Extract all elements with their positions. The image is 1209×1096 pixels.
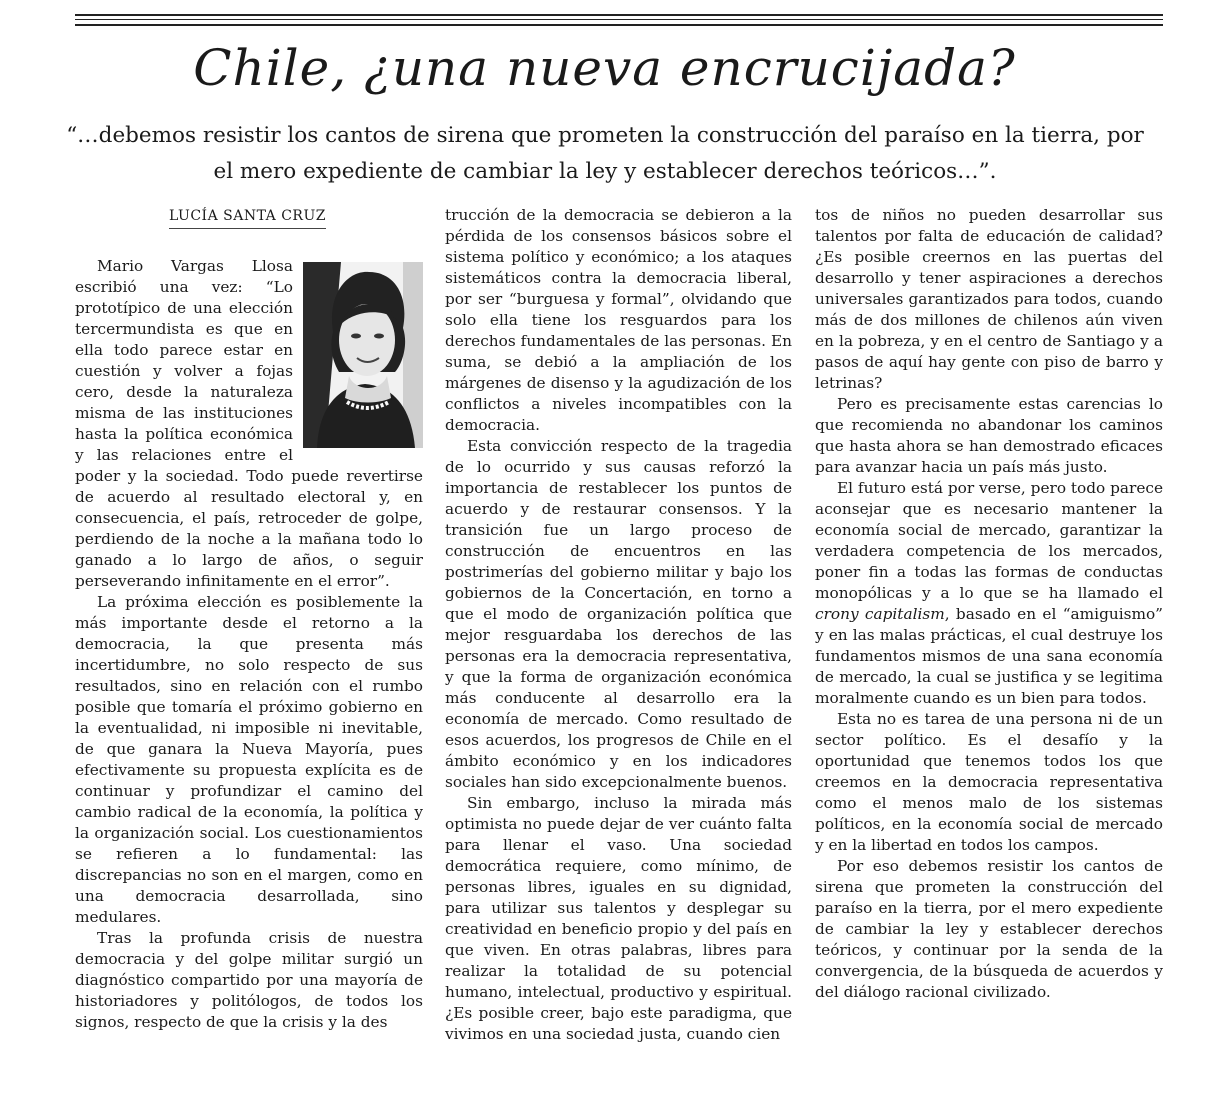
column-3 <box>815 205 1163 1003</box>
author-photo <box>303 262 423 448</box>
paragraph: Por eso debemos resistir los cantos de sirena que prometen la construcción del paraíso en la tierra, por el mero expediente de cambiar la ley y establecer derechos teóricos, y continuar por la senda de la convergencia, de la búsqueda de acuerdos y del diálogo racional civilizado. <box>815 857 1163 1001</box>
column-1 <box>75 205 423 1033</box>
paragraph: Esta convicción respecto de la tragedia de lo ocurrido y sus causas reforzó la importancia de restablecer los puntos de acuerdo y de restaurar consensos. Y la transición fue un largo proceso de construcción de encuentros en las postrimerías del gobierno militar y bajo los gobiernos de la Concertación, en torno a que el modo de organización política que mejor resguardaba los derechos de las personas era la democracia representativa, y que la forma de organización económica más conducente al desarrollo era la economía de mercado. Como resultado de esos acuerdos, los progresos de Chile en el ámbito económico y en los indicadores sociales han sido excepcionalmente buenos. <box>445 437 792 791</box>
paragraph: Pero es precisamente estas carencias lo que recomienda no abandonar los caminos que hasta ahora se han demostrado eficaces para avanzar hacia un país más justo. <box>815 395 1163 476</box>
headline: Chile, ¿una nueva encrucijada? <box>193 39 1016 97</box>
top-rule <box>75 14 1163 26</box>
column-2 <box>445 205 792 1045</box>
paragraph: Esta no es tarea de una persona ni de un sector político. Es el desafío y la oportunidad que tenemos todos los que creemos en la democracia representativa como el menos malo de los sistemas políticos, en la economía social de mercado y en la libertad en todos los campos. <box>815 710 1163 854</box>
paragraph: trucción de la democracia se debieron a la pérdida de los consensos básicos sobre el sistema político y económico; a los ataques sistemáticos contra la democracia liberal, por ser “burguesa y formal”, olvidando que solo ella tiene los resguardos para los derechos fundamentales de las personas. En suma, se debió a la ampliación de los márgenes de disenso y la agudización de los conflictos a niveles incompatibles con la democracia. <box>445 206 792 434</box>
paragraph: Mario Vargas Llosa escribió una vez: “Lo prototípico de una elección tercermundista es que en ella todo parece estar en cuestión y volver a fojas cero, desde la naturaleza misma de las instituciones hasta la política económica y las relaciones entre el poder y la sociedad. Todo puede revertirse de acuerdo al resultado electoral y, en consecuencia, el país, retroceder de golpe, perdiendo de la noche a la mañana todo lo ganado a lo largo de años, o seguir perseverando infinitamente en el error”. <box>75 257 423 590</box>
paragraph: El futuro está por verse, pero todo parece aconsejar que es necesario mantener la economía social de mercado, garantizar la verdadera competencia de los mercados, poner fin a todas las formas de conductas monopólicas y a lo que se ha llamado el crony capitalism, basado en el “amiguismo” y en las malas prácticas, el cual destruye los fundamentos mismos de una sana economía de mercado, la cual se justifica y se legitima moralmente cuando es un bien para todos. <box>815 479 1164 707</box>
pull-quote: “…debemos resistir los cantos de sirena que prometen la construcción del paraíso en la tierra, por el mero expediente de cambiar la ley y establecer derechos teóricos…”. <box>66 123 1144 184</box>
paragraph: tos de niños no pueden desarrollar sus talentos por falta de educación de calidad? ¿Es posible creernos en las puertas del desarrollo y tener aspiraciones a derechos universales garantizados para todos, cuando más de dos millones de chilenos aún viven en la pobreza, y en el centro de Santiago y a pasos de aquí hay gente con piso de barro y letrinas? <box>815 206 1163 392</box>
paragraph: Sin embargo, incluso la mirada más optimista no puede dejar de ver cuánto falta para llenar el vaso. Una sociedad democrática requiere, como mínimo, de personas libres, iguales en su dignidad, para utilizar sus talentos y desplegar su creatividad en beneficio propio y del país en que viven. En otras palabras, libres para realizar la totalidad de su potencial humano, intelectual, productivo y espiritual. ¿Es posible creer, bajo este paradigma, que vivimos en una sociedad justa, cuando cien <box>445 794 792 1043</box>
paragraph: Tras la profunda crisis de nuestra democracia y del golpe militar surgió un diagnóstico compartido por una mayoría de historiadores y politólogos, de todos los signos, respecto de que la crisis y la des <box>75 929 423 1031</box>
byline: LUCÍA SANTA CRUZ <box>169 206 326 229</box>
paragraph: La próxima elección es posiblemente la más importante desde el retorno a la democracia, la que presenta más incertidumbre, no solo respecto de sus resultados, sino en relación con el rumbo posible que tomaría el próximo gobierno en la eventualidad, ni imposible ni inevitable, de que ganara la Nueva Mayoría, pues efectivamente su propuesta explícita es de continuar y profundizar el camino del cambio radical de la economía, la política y la organización social. Los cuestionamientos se refieren a lo fundamental: las discrepancias no son en el margen, como en una democracia desarrollada, sino medulares. <box>75 593 423 926</box>
emphasis: crony capitalism <box>815 605 945 623</box>
